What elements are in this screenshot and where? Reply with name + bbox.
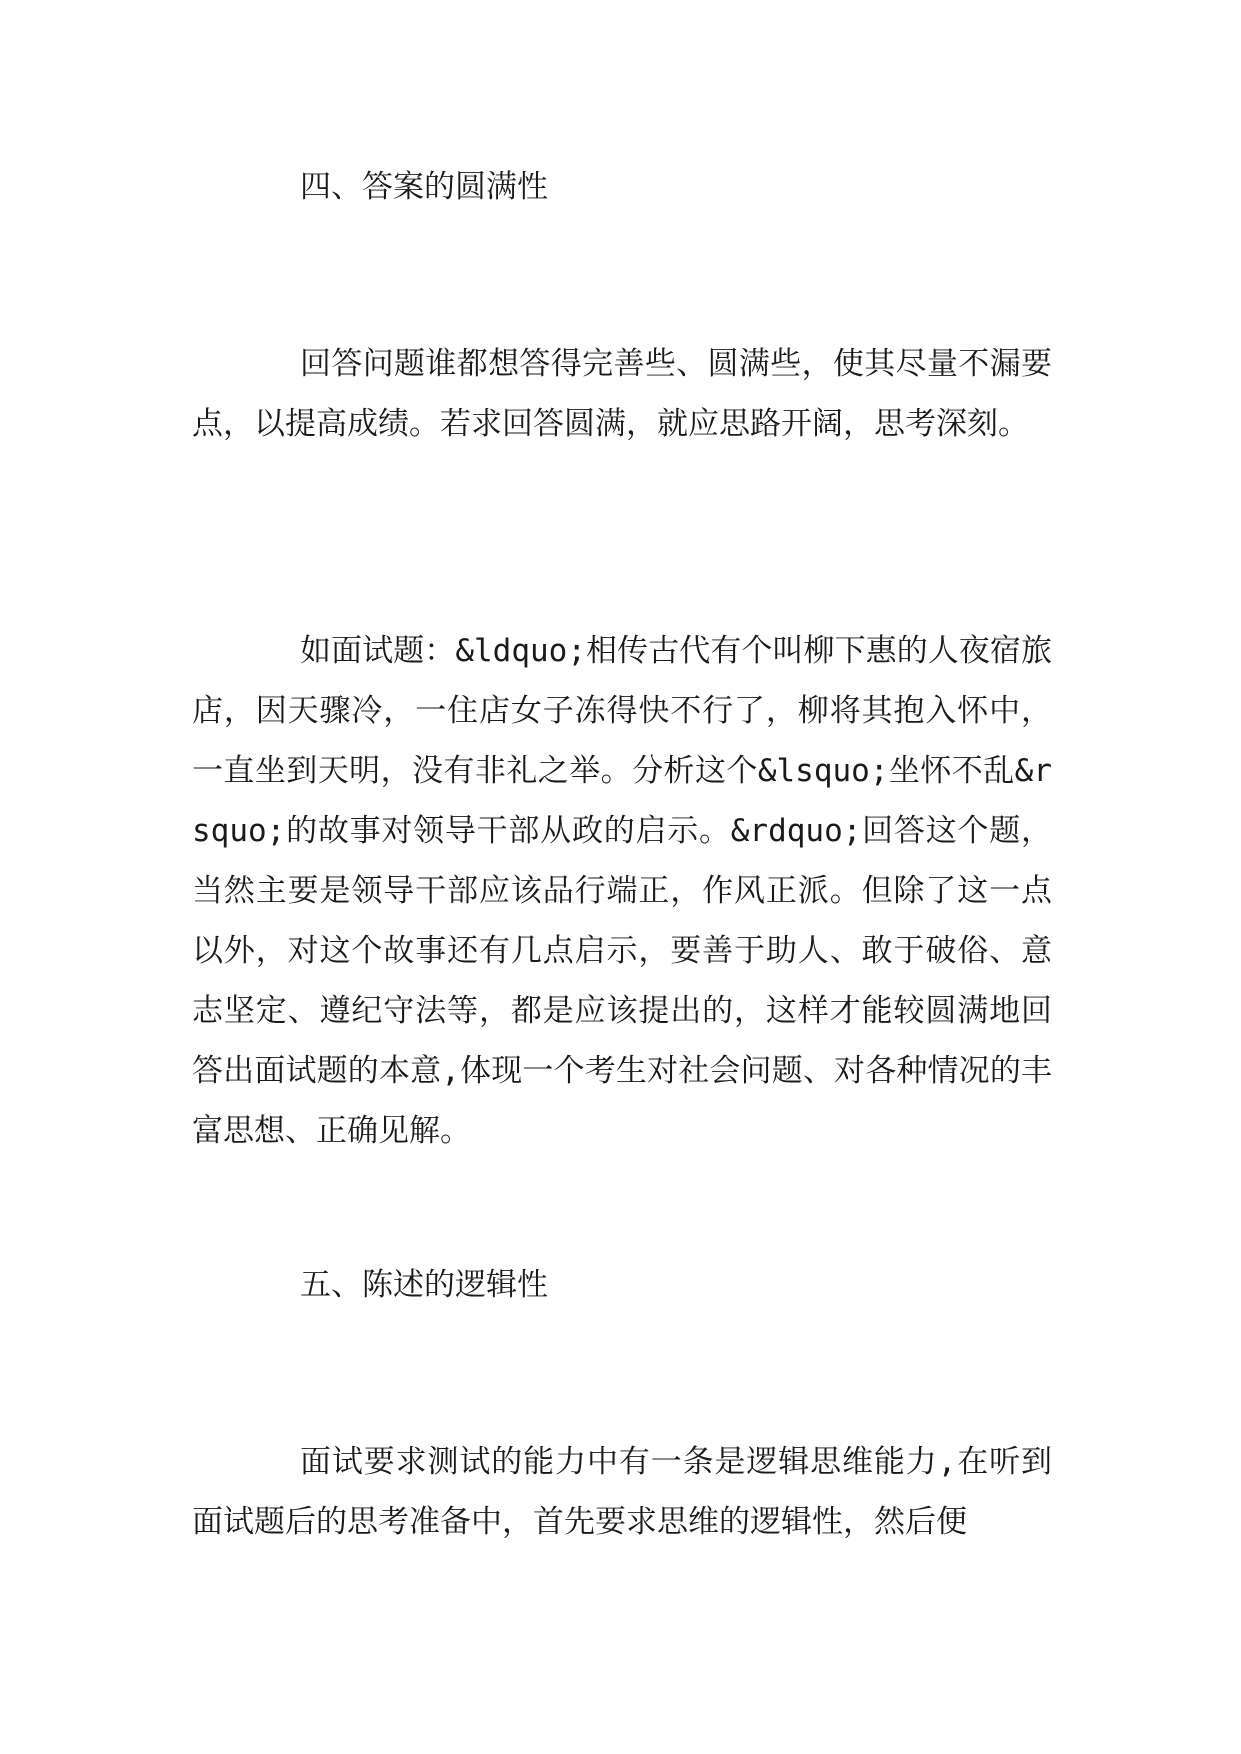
section-heading-5: 五、陈述的逻辑性 <box>300 1267 548 1303</box>
paragraph-logic: 面试要求测试的能力中有一条是逻辑思维能力,在听到面试题后的思考准备中，首先要求思维的逻辑性，然后便 <box>192 1444 1052 1540</box>
paragraph-interview-example: 如面试题：&ldquo;相传古代有个叫柳下惠的人夜宿旅店，因天骤冷，一住店女子冻得快不行了，柳将其抱入怀中，一直坐到天明，没有非礼之举。分析这个&lsquo;坐怀不乱&rsquo;的故事对领导干部从政的启示。&rdquo;回答这个题，当然主要是领导干部应该品行端正，作风正派。但除了这一点以外，对这个故事还有几点启示，要善于助人、敢于破俗、意志坚定、遵纪守法等，都是应该提出的，这样才能较圆满地回答出面试题的本意,体现一个考生对社会问题、对各种情况的丰富思想、正确见解。 <box>192 633 1052 1149</box>
section-heading-4: 四、答案的圆满性 <box>300 169 548 205</box>
paragraph-answer-completeness: 回答问题谁都想答得完善些、圆满些，使其尽量不漏要点，以提高成绩。若求回答圆满，就应思路开阔，思考深刻。 <box>192 346 1052 442</box>
